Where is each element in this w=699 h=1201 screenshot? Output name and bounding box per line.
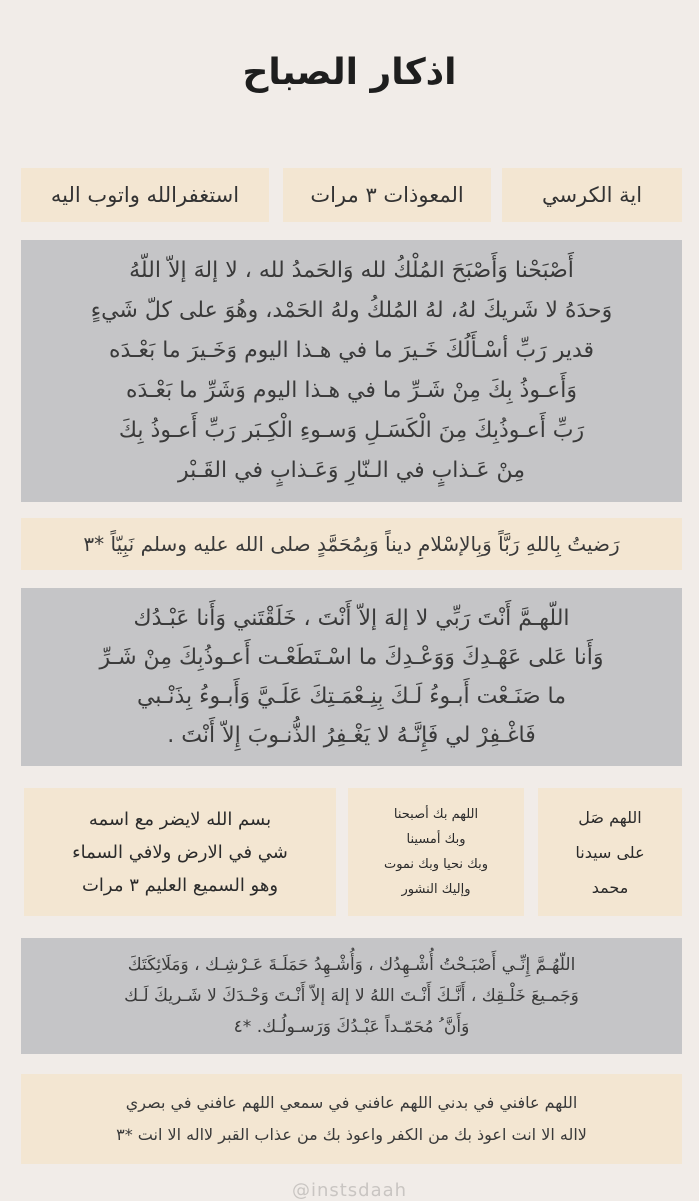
page-title: اذكار الصباح <box>242 52 457 93</box>
chip-muawwidhat <box>283 168 491 222</box>
chip-ayat-alkursi <box>502 168 682 222</box>
dhikr-line: وَحدَهُ لا شَريكَ لهُ، لهُ المُلكُ ولهُ الحَمْد، وهُوَ على كلّ شَيءٍ <box>90 298 613 323</box>
dhikr-box-salat <box>538 788 682 916</box>
dhikr-line: بسم الله لايضر مع اسمه <box>88 808 272 830</box>
dhikr-box-bismillah <box>24 788 336 916</box>
dhikr-line: على سيدنا <box>575 842 645 862</box>
dhikr-line: اللهم عافني في بدني اللهم عافني في سمعي اللهم عافني في بصري <box>125 1093 578 1112</box>
dhikr-line: وإليك النشور <box>401 882 471 897</box>
chip-label: المعوذات ٣ مرات <box>310 183 464 207</box>
dhikr-box-bika-asbahna <box>348 788 524 916</box>
dhikr-line: اللهم صَل <box>578 807 642 827</box>
dhikr-block-raditu <box>21 518 682 570</box>
chip-label: استغفرالله واتوب اليه <box>50 183 240 207</box>
dhikr-block-ushhiduk <box>21 938 682 1054</box>
dhikr-block-asbahna <box>21 240 682 502</box>
chip-istighfar <box>21 168 269 222</box>
dhikr-line: لااله الا انت اعوذ بك من الكفر واعوذ بك من عذاب القبر لااله الا انت *٣ <box>116 1125 587 1144</box>
dhikr-line: وبك أمسينا <box>406 832 466 847</box>
dhikr-line: أَصْبَحْنا وَأَصْبَحَ المُلْكُ لله وَالحَمدُ لله ، لا إلهَ إلاّ اللّهُ <box>129 258 574 283</box>
dhikr-line: اللّهُـمَّ إِنِّـي أَصْبَـحْتُ أُشْـهِدُك ، وَأُشْـهِدُ حَمَلَـةَ عَـرْشِـك ، وَمَلَائِكَتَكَ <box>127 954 576 975</box>
dhikr-line: وبك نحيا وبك نموت <box>383 857 489 872</box>
dhikr-block-sayyid-al-istighfar <box>21 588 682 766</box>
dhikr-line: وَأَعـوذُ بِكَ مِنْ شَـرِّ ما في هـذا اليوم وَشَرِّ ما بَعْـدَه <box>125 378 578 403</box>
dhikr-line: فَاغْـفِرْ لي فَإِنَّـهُ لا يَغْـفِرُ الذُّنـوبَ إِلاّ أَنْتَ . <box>167 722 536 748</box>
dhikr-line: وَأَنا عَلى عَهْـدِكَ وَوَعْـدِكَ ما اسْـتَطَعْـت أَعـوذُبِكَ مِنْ شَـرِّ <box>99 644 604 670</box>
dhikr-line: وهو السميع العليم ٣ مرات <box>81 874 279 896</box>
dhikr-line: مِنْ عَـذابٍ في الـنّارِ وَعَـذابٍ في القَـبْر <box>177 458 526 483</box>
dhikr-line: شي في الارض ولافي السماء <box>72 841 288 863</box>
dhikr-block-afini <box>21 1074 682 1164</box>
watermark: @instsdaah <box>291 1180 408 1201</box>
dhikr-line: رَضيتُ بِاللهِ رَبَّاً وَبِالإسْلامِ ديناً وَبِمُحَمَّدٍ صلى الله عليه وسلم نَبِيّاً *٣ <box>83 532 620 556</box>
dhikr-line: محمد <box>591 877 629 897</box>
dhikr-line: وَجَمـيعَ خَلْـقِك ، أَنَّـكَ أَنْـتَ اللهُ لا إلهَ إلاّ أَنْـتَ وَحْـدَكَ لا شَـريكَ لَـك <box>124 985 579 1006</box>
dhikr-line: اللهم بك أصبحنا <box>393 807 479 822</box>
dhikr-line: قدير رَبِّ أسْـأَلُكَ خَـيرَ ما في هـذا اليوم وَخَـيرَ ما بَعْـدَه <box>108 338 595 363</box>
dhikr-line: ما صَنَـعْت أَبـوءُ لَـكَ بِنِـعْمَـتِكَ عَلَـيَّ وَأَبـوءُ بِذَنْـبي <box>136 683 567 709</box>
chip-label: اية الكرسي <box>541 183 643 207</box>
dhikr-line: اللّهـمَّ أَنْتَ رَبِّي لا إلهَ إلاّ أَنْتَ ، خَلَقْتَني وَأَنا عَبْـدُك <box>133 605 570 631</box>
dhikr-line: رَبِّ أَعـوذُبِكَ مِنَ الْكَسَـلِ وَسـوءِ الْكِـبَر رَبِّ أَعـوذُ بِكَ <box>118 418 585 443</box>
dhikr-line: وَأَنَّ ُ مُحَمّـداً عَبْـدُكَ وَرَسـولُـك. *٤ <box>233 1016 470 1037</box>
